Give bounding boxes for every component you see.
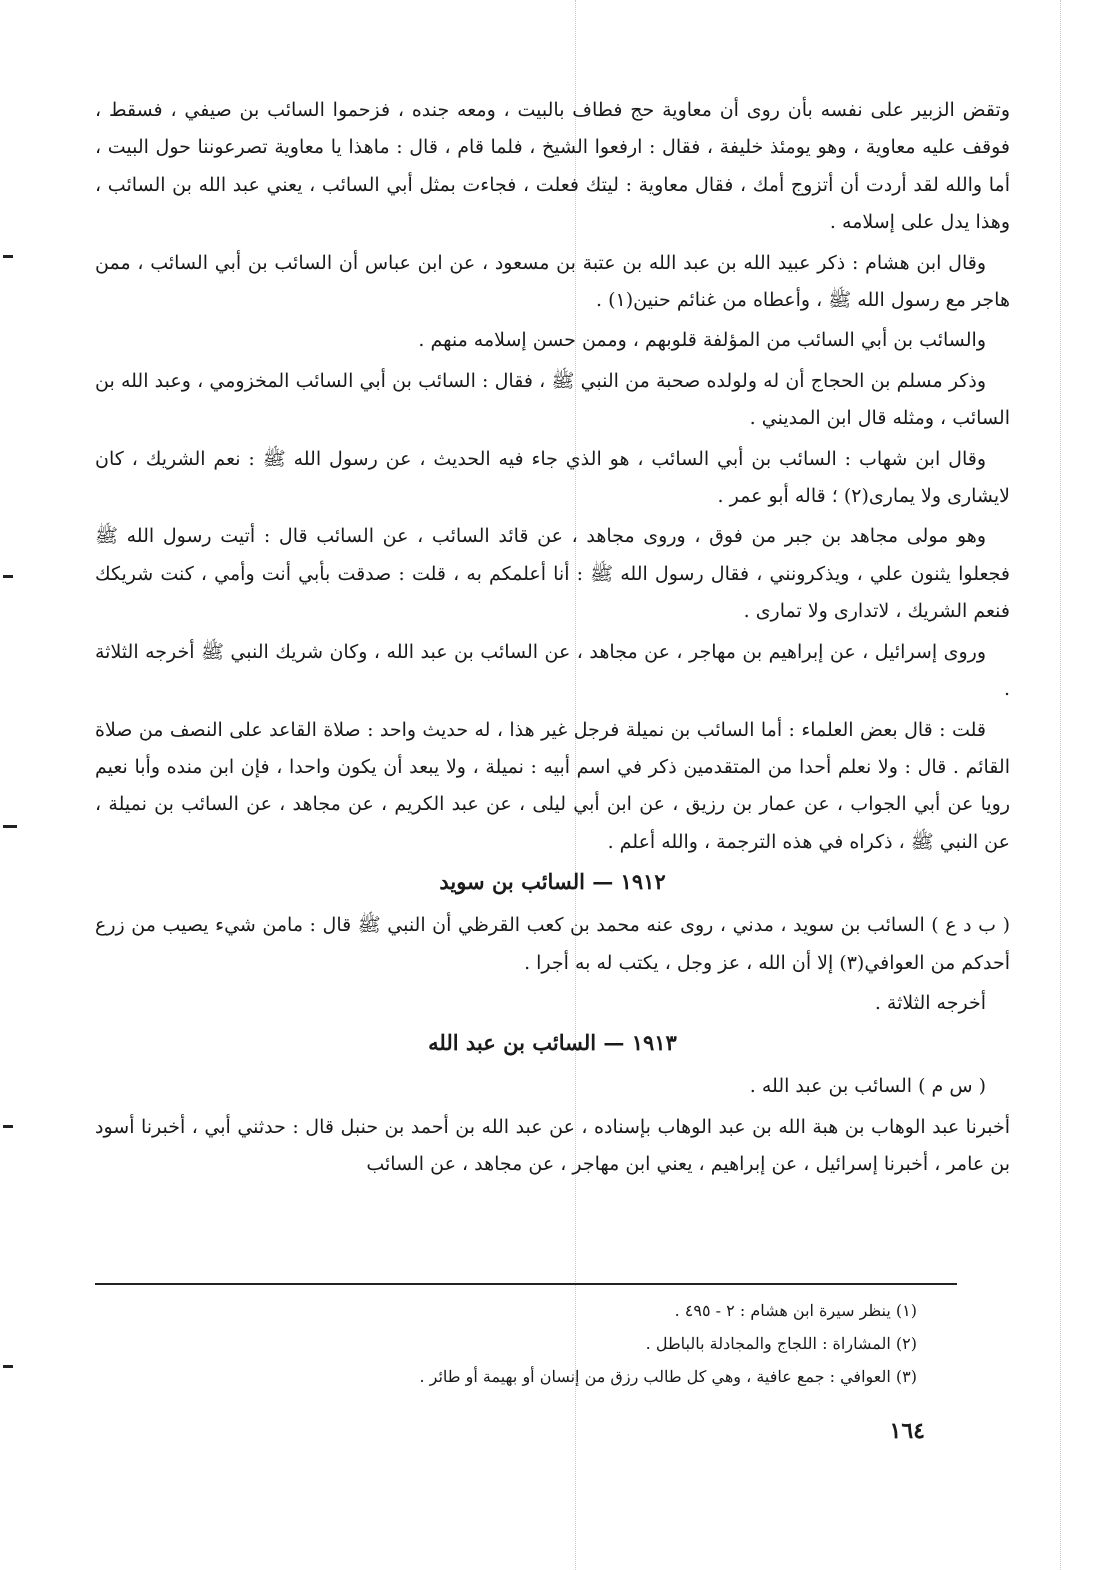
footnotes <box>95 1294 917 1393</box>
footnote: (٢) المشاراة : اللجاج والمجادلة بالباطل . <box>645 1334 917 1353</box>
paragraph: وذكر مسلم بن الحجاج أن له ولولده صحبة من النبي ﷺ ، فقال : السائب بن أبي السائب المخزومي ، وعبد الله بن السائب ، ومثله قال ابن المديني . <box>95 369 1010 430</box>
margin-mark <box>3 1365 13 1368</box>
entry-heading: ١٩١٣ — السائب بن عبد الله <box>428 1030 677 1056</box>
entry-heading: ١٩١٢ — السائب بن سويد <box>439 869 666 895</box>
page-body <box>95 92 1010 1187</box>
margin-mark <box>3 575 13 578</box>
paragraph: أخبرنا عبد الوهاب بن هبة الله بن عبد الوهاب بإسناده ، عن عبد الله بن أحمد بن حنبل قال : حدثني أبي ، أخبرنا أسود بن عامر ، أخبرنا إسرائيل ، عن إبراهيم ، يعني ابن مهاجر ، عن مجاهد ، عن السائب <box>95 1115 1010 1176</box>
paragraph: أخرجه الثلاثة . <box>874 991 986 1014</box>
paragraph: وقال ابن هشام : ذكر عبيد الله بن عبد الله بن عتبة بن مسعود ، عن ابن عباس أن السائب بن أبي السائب ، ممن هاجر مع رسول الله ﷺ ، وأعطاه من غنائم حنين(١) . <box>95 251 1010 312</box>
margin-mark <box>3 1125 13 1128</box>
paragraph: قلت : قال بعض العلماء : أما السائب بن نميلة فرجل غير هذا ، له حديث واحد : صلاة القاعد على النصف من صلاة القائم . قال : ولا نعلم أحدا من المتقدمين ذكر في اسم أبيه : نميلة ، ولا يبعد أن يكون واحدا ، فإن ابن منده وأبا نعيم رويا عن أبي الجواب ، عن عمار بن رزيق ، عن ابن أبي ليلى ، عن عبد الكريم ، عن مجاهد ، عن السائب بن نميلة ، عن النبي ﷺ ، ذكراه في هذه الترجمة ، والله أعلم . <box>95 718 1010 853</box>
margin-mark <box>3 255 13 258</box>
footnote-separator <box>95 1283 957 1285</box>
paragraph: ( ب د ع ) السائب بن سويد ، مدني ، روى عنه محمد بن كعب القرظي أن النبي ﷺ قال : مامن شيء يصيب من زرع أحدكم من العوافي(٣) إلا أن الله ، عز وجل ، يكتب له به أجرا . <box>95 914 1010 974</box>
paragraph: وروى إسرائيل ، عن إبراهيم بن مهاجر ، عن مجاهد ، عن السائب بن عبد الله ، وكان شريك النبي ﷺ أخرجه الثلاثة . <box>95 640 1010 701</box>
footnote: (١) ينظر سيرة ابن هشام : ٢ - ٤٩٥ . <box>674 1301 917 1320</box>
margin-mark <box>3 825 17 828</box>
paragraph: ( س م ) السائب بن عبد الله . <box>749 1075 986 1098</box>
page-number: ١٦٤ <box>889 1418 925 1444</box>
paragraph: وتقض الزبير على نفسه بأن روى أن معاوية حج فطاف بالبيت ، ومعه جنده ، فزحموا السائب بن صيفي ، فسقط ، فوقف عليه معاوية ، وهو يومئذ خليفة ، فقال : ارفعوا الشيخ ، فلما قام ، قال : ماهذا يا معاوية تصرعوننا حول البيت ، أما والله لقد أردت أن أتزوج أمك ، فقال معاوية : ليتك فعلت ، فجاءت بمثل أبي السائب ، يعني عبد الله بن السائب ، وهذا يدل على إسلامه . <box>95 99 1010 234</box>
paragraph: وهو مولى مجاهد بن جبر من فوق ، وروى مجاهد ، عن قائد السائب ، عن السائب قال : أتيت رسول الله ﷺ فجعلوا يثنون علي ، ويذكرونني ، فقال رسول الله ﷺ : أنا أعلمكم به ، قلت : صدقت بأبي أنت وأمي ، كنت شريكك فنعم الشريك ، لاتدارى ولا تمارى . <box>95 525 1010 623</box>
paragraph: والسائب بن أبي السائب من المؤلفة قلوبهم ، وممن حسن إسلامه منهم . <box>418 329 986 352</box>
footnote: (٣) العوافي : جمع عافية ، وهي كل طالب رزق من إنسان أو بهيمة أو طائر . <box>419 1367 917 1386</box>
paragraph: وقال ابن شهاب : السائب بن أبي السائب ، هو الذي جاء فيه الحديث ، عن رسول الله ﷺ : نعم الشريك ، كان لايشارى ولا يمارى(٢) ؛ قاله أبو عمر . <box>95 447 1010 508</box>
scan-guide-line <box>1060 0 1061 1570</box>
